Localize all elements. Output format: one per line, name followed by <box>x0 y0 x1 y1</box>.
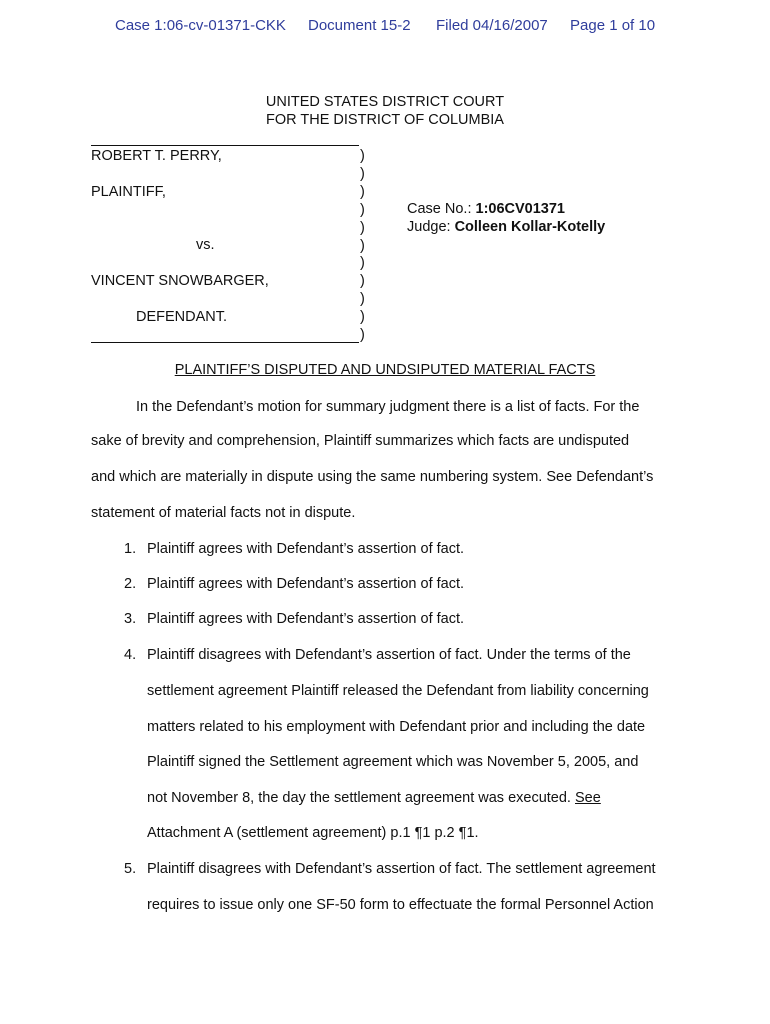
plaintiff-name: ROBERT T. PERRY, <box>91 148 222 164</box>
document-title: PLAINTIFF’S DISPUTED AND UNDSIPUTED MATERIAL FACTS <box>174 362 596 378</box>
item-4-number: 4. <box>124 647 137 663</box>
versus-label: vs. <box>196 237 215 253</box>
intro-line-1: In the Defendant’s motion for summary judgment there is a list of facts. For the <box>136 399 640 415</box>
case-number-field <box>407 201 565 217</box>
item-4-line-6: Attachment A (settlement agreement) p.1 ¶1 p.2 ¶1. <box>147 825 479 841</box>
intro-line-2: sake of brevity and comprehension, Plaintiff summarizes which facts are undisputed <box>91 433 630 449</box>
item-5-line-2: requires to issue only one SF-50 form to effectuate the formal Personnel Action <box>147 897 654 913</box>
case-number-label: Case No.: <box>407 201 476 217</box>
item-3-text: Plaintiff agrees with Defendant’s assertion of fact. <box>147 611 465 627</box>
item-2-number: 2. <box>124 576 137 592</box>
item-4-line-3: matters related to his employment with Defendant prior and including the date <box>147 719 646 735</box>
court-name: UNITED STATES DISTRICT COURT <box>265 94 505 110</box>
item-3-number: 3. <box>124 611 137 627</box>
item-5-number: 5. <box>124 861 137 877</box>
caption-top-rule <box>91 145 359 146</box>
item-5-line-1: Plaintiff disagrees with Defendant’s assertion of fact. The settlement agreement <box>147 861 656 877</box>
item-4-line-5 <box>147 790 601 806</box>
defendant-name: VINCENT SNOWBARGER, <box>91 273 269 289</box>
caption-parentheses: ) ) ) ) ) ) ) ) ) ) ) <box>360 148 365 344</box>
item-4-line-2: settlement agreement Plaintiff released the Defendant from liability concerning <box>147 683 649 699</box>
judge-value: Colleen Kollar-Kotelly <box>454 219 606 235</box>
case-number-value: 1:06CV01371 <box>475 201 565 217</box>
header-filed-date: Filed 04/16/2007 <box>436 17 548 34</box>
plaintiff-role: PLAINTIFF, <box>91 184 166 200</box>
item-1-number: 1. <box>124 541 137 557</box>
item-4-line-5-text: not November 8, the day the settlement agreement was executed. <box>147 790 571 806</box>
item-4-line-4: Plaintiff signed the Settlement agreement which was November 5, 2005, and <box>147 754 639 770</box>
header-case-number: Case 1:06-cv-01371-CKK <box>115 17 286 34</box>
court-district: FOR THE DISTRICT OF COLUMBIA <box>266 112 504 128</box>
intro-line-4: statement of material facts not in dispute. <box>91 505 356 521</box>
item-2-text: Plaintiff agrees with Defendant’s assertion of fact. <box>147 576 465 592</box>
item-1-text: Plaintiff agrees with Defendant’s assertion of fact. <box>147 541 465 557</box>
defendant-role: DEFENDANT. <box>136 309 228 325</box>
intro-line-3: and which are materially in dispute using the same numbering system. See Defendant’s <box>91 469 654 485</box>
see-reference: See <box>575 790 601 806</box>
item-4-line-1: Plaintiff disagrees with Defendant’s assertion of fact. Under the terms of the <box>147 647 631 663</box>
header-document-number: Document 15-2 <box>308 17 411 34</box>
caption-bottom-rule <box>91 342 359 343</box>
judge-field <box>407 219 605 235</box>
header-page-number: Page 1 of 10 <box>570 17 656 34</box>
judge-label: Judge: <box>407 219 455 235</box>
